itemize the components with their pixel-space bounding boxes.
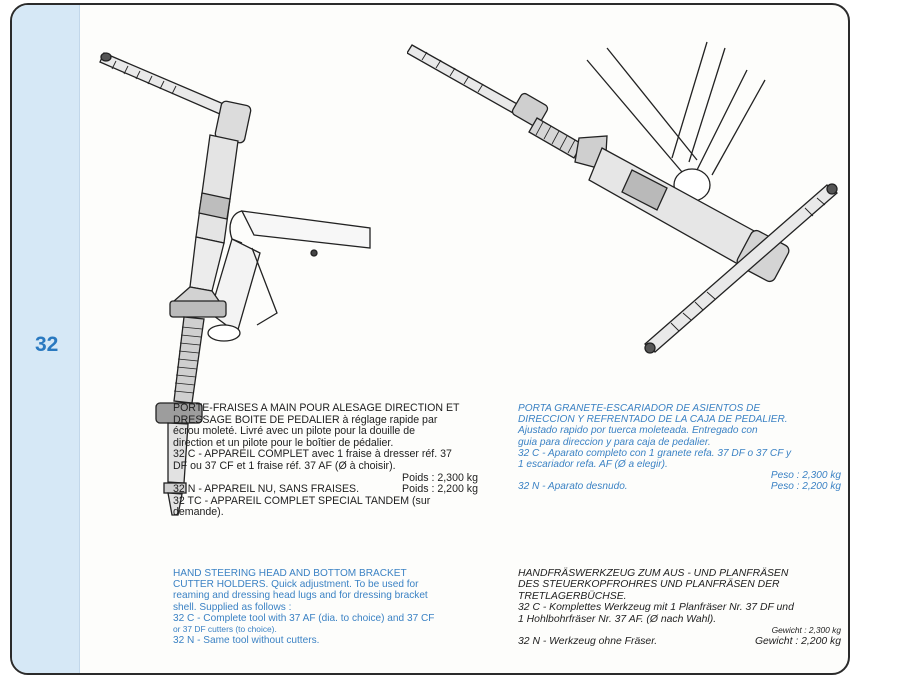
english-heading-line: CUTTER HOLDERS. Quick adjustment. To be used for <box>173 579 419 591</box>
english-item-c-line: or 37 DF cutters (to choice). <box>173 624 277 635</box>
english-heading-line: shell. Supplied as follows : <box>173 601 292 613</box>
german-item-c-line: 1 Hohlbohrfräser Nr. 37 AF. (Ø nach Wahl). <box>518 613 717 625</box>
french-heading-line: écrou moleté. Livré avec un pilote pour la douille de <box>173 425 416 438</box>
german-heading-line: DES STEUERKOPFROHRES UND PLANFRÄSEN DER <box>518 579 780 591</box>
spanish-item-n-row <box>518 481 841 492</box>
german-item-n-weight: Gewicht : 2,200 kg <box>754 636 841 648</box>
german-heading-line: TRETLAGERBÜCHSE. <box>518 590 627 602</box>
spanish-description <box>518 403 841 493</box>
french-item-n-weight: Poids : 2,200 kg <box>402 483 478 496</box>
german-item-c-weight: Gewicht : 2,300 kg <box>771 625 841 636</box>
spanish-item-n: 32 N - Aparato desnudo. <box>518 481 628 493</box>
french-heading-line: PORTE-FRAISES A MAIN POUR ALESAGE DIRECTION ET <box>173 402 460 414</box>
french-item-tc-line: 32 TC - APPAREIL COMPLET SPECIAL TANDEM (sur <box>173 494 431 507</box>
french-item-n: 32 N - APPAREIL NU, SANS FRAISES. <box>173 483 360 496</box>
french-description <box>173 403 478 519</box>
tool-illustration-right <box>407 40 847 360</box>
spanish-item-c-line: 32 C - Aparato completo con 1 granete refa. 37 DF o 37 CF y <box>518 447 792 459</box>
french-heading-line: direction et un pilote pour le boîtier de pédalier. <box>173 436 394 449</box>
french-item-c-line: 32 C - APPAREIL COMPLET avec 1 fraise à dresser réf. 37 <box>173 448 452 461</box>
german-item-c-line: 32 C - Komplettes Werkzeug mit 1 Planfräser Nr. 37 DF und <box>518 602 794 614</box>
french-item-c-line: DF ou 37 CF et 1 fraise réf. 37 AF (Ø à choisir). <box>173 459 396 472</box>
english-heading-line: HAND STEERING HEAD AND BOTTOM BRACKET <box>173 568 407 579</box>
spanish-heading-line: PORTA GRANETE-ESCARIADOR DE ASIENTOS DE <box>518 403 761 414</box>
french-heading-line: DRESSAGE BOITE DE PEDALIER à réglage rapide par <box>173 413 438 426</box>
german-item-n: 32 N - Werkzeug ohne Fräser. <box>518 636 658 648</box>
page-number: 32 <box>35 333 59 356</box>
french-item-tc-line: demande). <box>173 506 224 519</box>
german-heading-line: HANDFRÄSWERKZEUG ZUM AUS - UND PLANFRÄSEN <box>518 568 789 579</box>
english-item-n: 32 N - Same tool without cutters. <box>173 635 320 647</box>
catalog-page <box>10 3 850 675</box>
spanish-item-c-line: 1 escariador refa. AF (Ø a elegir). <box>518 459 668 471</box>
french-item-n-row <box>173 484 478 496</box>
english-description <box>173 568 478 646</box>
spanish-item-c-weight: Peso : 2,300 kg <box>770 470 841 482</box>
german-item-n-row <box>518 636 841 647</box>
spanish-item-n-weight: Peso : 2,200 kg <box>770 481 841 493</box>
french-item-c-weight: Poids : 2,300 kg <box>402 471 478 484</box>
german-description <box>518 568 841 648</box>
english-heading-line: reaming and dressing head lugs and for dressing bracket <box>173 590 428 602</box>
spanish-heading-line: Ajustado rapido por tuerca moleteada. Entregado con <box>518 425 758 437</box>
spanish-heading-line: guia para direccion y para caja de pedalier. <box>518 436 711 448</box>
english-item-c-line: 32 C - Complete tool with 37 AF (dia. to choice) and 37 CF <box>173 612 435 624</box>
spanish-heading-line: DIRECCION Y REFRENTADO DE LA CAJA DE PEDALIER. <box>518 414 788 426</box>
